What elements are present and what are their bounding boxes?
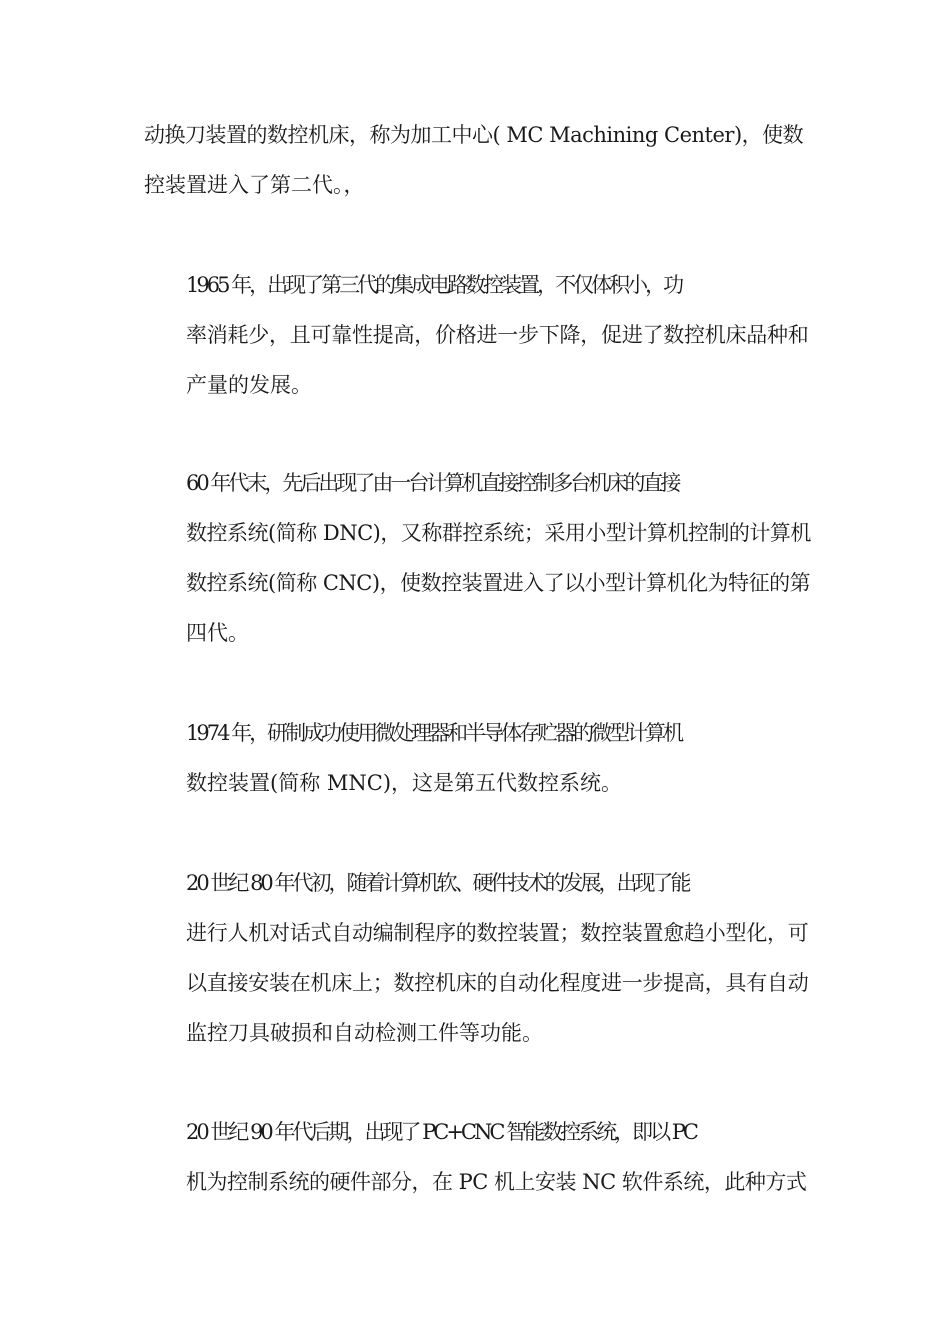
paragraph-line: 四代。 [186,621,249,645]
paragraph-line: 20 世纪 80 年代初，随着计算机软、硬件技术的发展，出现了能 [186,871,689,895]
paragraph-line: 数控系统(简称 CNC)，使数控装置进入了以小型计算机化为特征的第 [186,571,811,595]
paragraph-line: 动换刀装置的数控机床，称为加工中心( MC Machining Center)，使数 [144,123,804,147]
paragraph-3 [144,458,812,658]
paragraph-line: 20 世纪 90 年代后期，出现了 PC+CNC 智能数控系统，即以 PC [186,1120,696,1144]
paragraph-line: 1974 年，研制成功使用微处理器和半导体存贮器的微型计算机 [186,721,682,745]
paragraph-line: 率消耗少，且可靠性提高，价格进一步下降，促进了数控机床品种和 [186,323,809,347]
paragraph-line: 1965 年，出现了第三代的集成电路数控装置，不仅体积小，功 [186,273,682,297]
paragraph-line: 机为控制系统的硬件部分，在 PC 机上安装 NC 软件系统，此种方式 [186,1170,807,1194]
paragraph-line: 监控刀具破损和自动检测工件等功能。 [186,1021,543,1045]
paragraph-5 [144,858,812,1058]
paragraph-line: 60 年代末，先后出现了由一台计算机直接控制多台机床的直接 [186,471,679,495]
paragraph-line: 数控装置(简称 MNC)，这是第五代数控系统。 [186,771,623,795]
paragraph-line: 控装置进入了第二代。， [144,173,365,197]
paragraph-6 [144,1107,812,1207]
paragraph-line: 以直接安装在机床上；数控机床的自动化程度进一步提高，具有自动 [186,971,809,995]
paragraph-1 [144,110,812,210]
paragraph-line: 进行人机对话式自动编制程序的数控装置；数控装置愈趋小型化，可 [186,921,809,945]
paragraph-2 [144,260,812,410]
paragraph-4 [144,708,812,808]
paragraph-line: 数控系统(简称 DNC)，又称群控系统；采用小型计算机控制的计算机 [186,521,811,545]
paragraph-line: 产量的发展。 [186,373,312,397]
